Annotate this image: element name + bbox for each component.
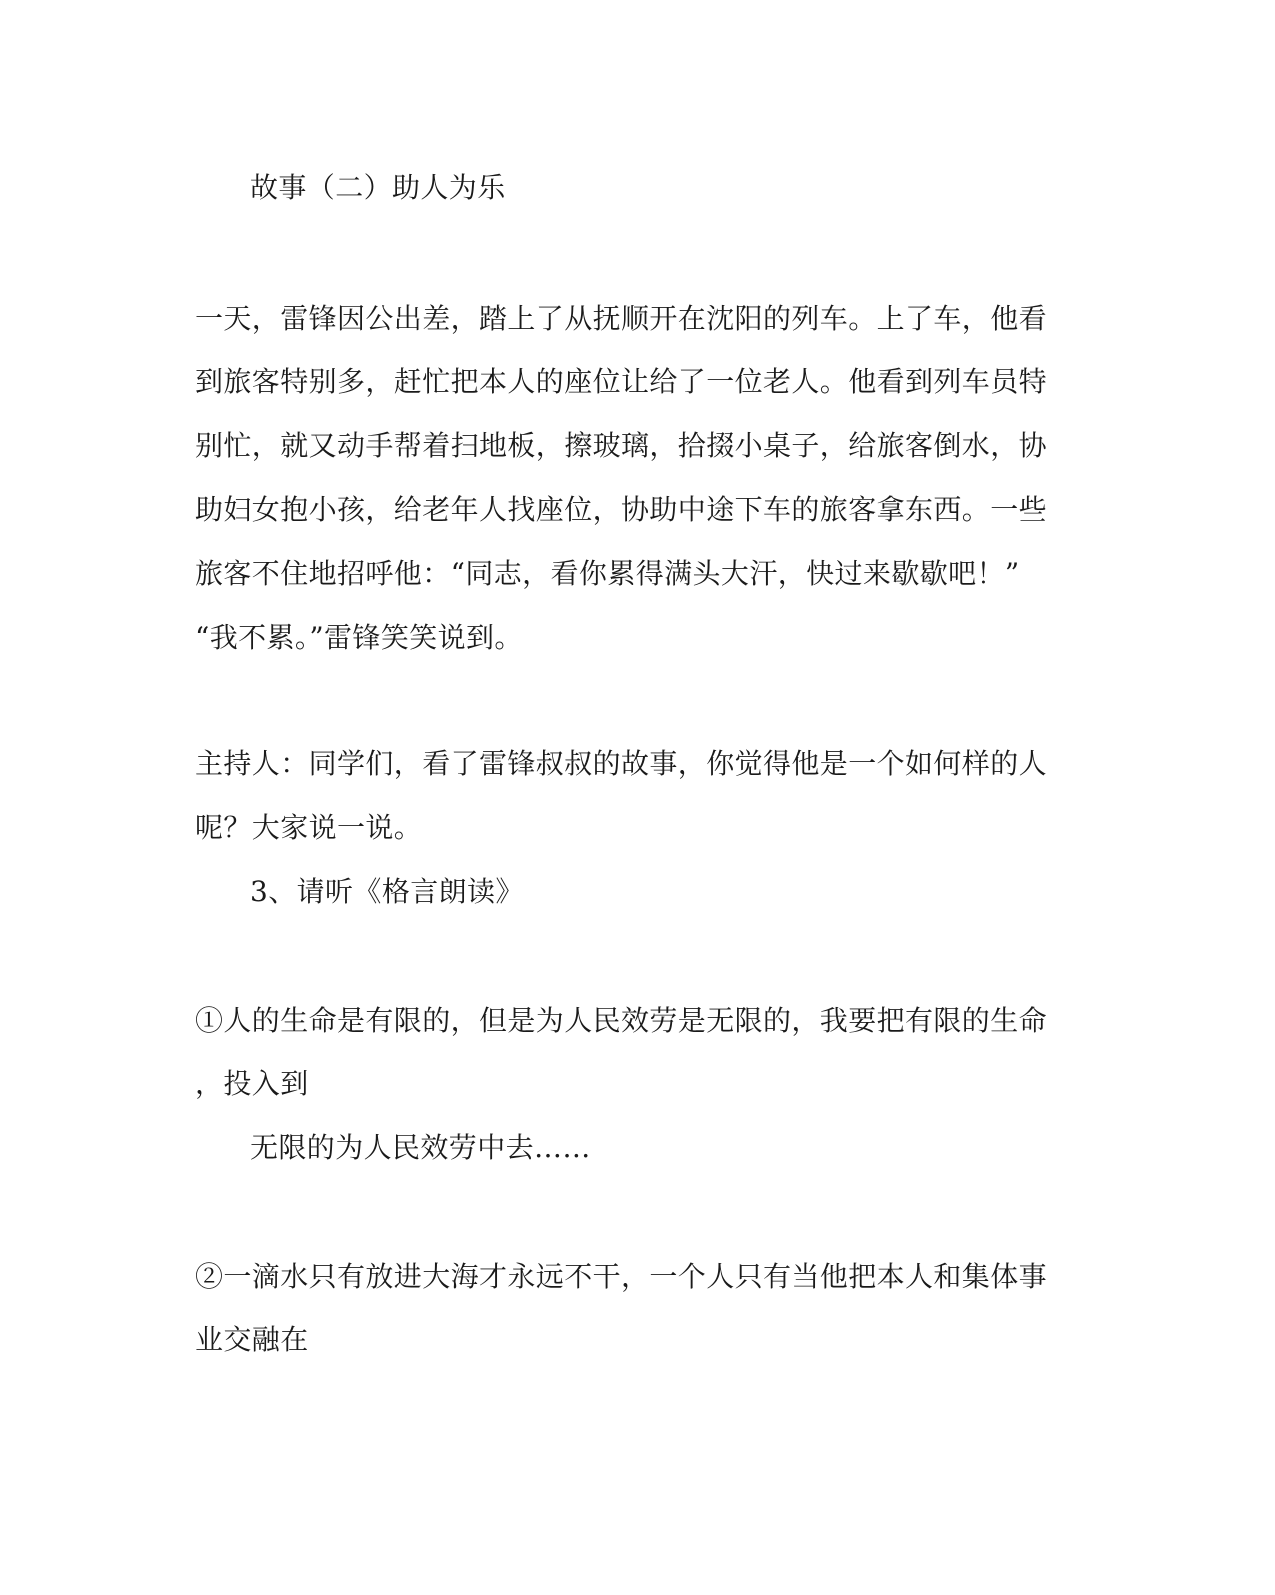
motto-line: ①人的生命是有限的，但是为人民效劳是无限的，我要把有限的生命 bbox=[195, 1004, 1048, 1037]
motto-line: 业交融在 bbox=[195, 1323, 309, 1356]
motto-line: ，投入到 bbox=[195, 1067, 309, 1100]
story-paragraph-line: “我不累。”雷锋笑笑说到。 bbox=[195, 621, 523, 654]
motto-line: 无限的为人民效劳中去…… bbox=[250, 1131, 591, 1164]
story-paragraph-line: 到旅客特别多，赶忙把本人的座位让给了一位老人。他看到列车员特 bbox=[195, 365, 1048, 398]
story-paragraph-line: 旅客不住地招呼他：“同志，看你累得满头大汗，快过来歇歇吧！” bbox=[195, 557, 1020, 590]
motto-line: ②一滴水只有放进大海才永远不干，一个人只有当他把本人和集体事 bbox=[195, 1260, 1048, 1293]
story-heading: 故事（二）助人为乐 bbox=[250, 171, 506, 204]
story-paragraph-line: 别忙，就又动手帮着扫地板，擦玻璃，拾掇小桌子，给旅客倒水，协 bbox=[195, 429, 1048, 462]
story-paragraph-line: 一天，雷锋因公出差，踏上了从抚顺开在沈阳的列车。上了车，他看 bbox=[195, 302, 1048, 335]
section-heading: 3、请听《格言朗读》 bbox=[250, 875, 524, 908]
story-paragraph-line: 助妇女抱小孩，给老年人找座位，协助中途下车的旅客拿东西。一些 bbox=[195, 493, 1048, 526]
host-paragraph-line: 呢？大家说一说。 bbox=[195, 811, 423, 844]
host-paragraph-line: 主持人：同学们，看了雷锋叔叔的故事，你觉得他是一个如何样的人 bbox=[195, 747, 1048, 780]
